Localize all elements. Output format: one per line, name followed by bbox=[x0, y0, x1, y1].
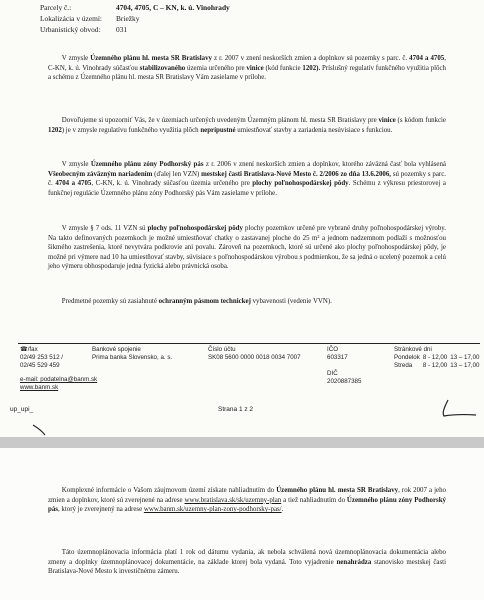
paragraph-zoning-plan: V zmysle Územného plánu hl. mesta SR Bratislavy z r. 2007 v znení neskorších zmien a doplnkov sú pozemky s parc. č. 4704 a 4705, C-KN, k. ú. Vinohrady súčasťou stabilizovaného územia určeného pre vinice (kód funkcie 1202). Príslušný regulatív funkčného využitia plôch a schému z Územného plánu hl. mesta SR Bratislavy Vám zasielame v prílohe. bbox=[48, 55, 446, 82]
district-value: 031 bbox=[116, 25, 128, 34]
afternoon: 13 – 17,00 bbox=[450, 354, 480, 361]
document-reference: up_upi_ bbox=[10, 406, 34, 413]
ico-label: IČO bbox=[327, 346, 339, 353]
location-row bbox=[40, 13, 139, 24]
zone-plan-link[interactable]: www.banm.sk/uzemny-plan-zony-podhorsky-pas/ bbox=[143, 506, 282, 514]
fax-label: ☎/fax bbox=[20, 346, 38, 353]
paragraph-regulation: V zmysle § 7 ods. 11 VZN sú plochy poľnohospodárskej pôdy plochy pozemkov určené pre vybrané druhy poľnohospodárskej výroby. Na takto definovaných pozemkoch je možné umiestňovať chatky o zastavanej ploche do 25 m² a jednom nadzemnom podlaží s možnosťou šikmého zastrešenia, ktoré nevytvára podkrovie ani povalu. Zároveň na pozemkoch, ktoré sú určené ako plochy poľnohospodárskej pôdy, je možné pri výmere nad 10 ha umiestňovať stavby, súvisiace s poľnohospodárskou výrobou s podmienkou, že sa jedná o ucelený pozemok a celú jeho výmeru obhospodaruje jedna fyzická alebo právnická osoba. bbox=[48, 225, 446, 271]
city-plan-link[interactable]: www.bratislava.sk/sk/uzemny-plan bbox=[184, 496, 282, 504]
parcel-label: Parcely č.: bbox=[40, 3, 72, 12]
paragraph-notice: Dovoľujeme si upozorniť Vás, že v územiach určených uvedeným Územným plánom hl. mesta SR Bratislavy pre vinice (s kódom funkcie 1202) je v zmysle regulatívu funkčného využitia plôch neprípustné umiestňovať stavby a zariadenia nesúvisiace s funkciou. bbox=[48, 117, 446, 134]
account-value: SK08 5600 0000 0018 0034 7007 bbox=[208, 354, 301, 361]
afternoon: 13 – 17,00 bbox=[450, 362, 480, 369]
document-page-2 bbox=[0, 448, 484, 600]
location-label: Lokalizácia v území: bbox=[40, 14, 102, 23]
page-number: Strana 1 z 2 bbox=[218, 406, 254, 413]
day: Pondelok bbox=[394, 354, 420, 361]
office-hours-row bbox=[394, 362, 483, 370]
footer-bank bbox=[92, 346, 172, 362]
paragraph-protection-zone: Predmetné pozemky sú zasiahnuté ochranným pásmom technickej vybavenosti (vedenie VVN). bbox=[61, 298, 332, 305]
footer-ids bbox=[327, 346, 361, 386]
dic-label: DIČ bbox=[327, 370, 338, 377]
morning: 8 - 12,00 bbox=[422, 362, 448, 369]
website-link[interactable]: www.banm.sk bbox=[20, 384, 59, 391]
district-row bbox=[40, 24, 127, 35]
paragraph-zone-plan: V zmysle Územného plánu zóny Podhorský pás z r. 2006 v znení neskorších zmien a doplnkov, ktorého záväzná časť bola vyhlásená Všeobecným záväzným nariadením (ďalej len VZN) mestskej časti Bratislava-Nové Mesto č. 2/2006 zo dňa 13.6.2006, sú pozemky s parc. č. 4704 a 4705, C-KN, k. ú. Vinohrady súčasťou územia určeného pre plochy poľnohospodárskej pôdy. Schému z výkresu priestorovej a funkčnej regulácie Územného plánu zóny Podhorský pás Vám zasielame v prílohe. bbox=[48, 161, 446, 197]
phone-1: 02/49 253 512 / bbox=[20, 354, 64, 361]
phone-2: 02/45 529 459 bbox=[20, 362, 60, 369]
ico-value: 603317 bbox=[327, 354, 348, 361]
footer-contact bbox=[20, 346, 97, 392]
footer-office-hours bbox=[394, 346, 483, 370]
handwritten-signature-icon bbox=[440, 398, 480, 420]
bank-value: Prima banka Slovensko, a. s. bbox=[92, 354, 173, 361]
district-label: Urbanistický obvod: bbox=[40, 25, 101, 34]
morning: 8 - 12,00 bbox=[422, 354, 448, 361]
parcel-value: 4704, 4705, C – KN, k. ú. Vinohrady bbox=[116, 3, 230, 12]
location-value: Briežky bbox=[116, 14, 140, 23]
footer-account bbox=[208, 346, 301, 362]
footer-divider bbox=[18, 343, 480, 344]
office-hours-label: Stránkové dni bbox=[394, 346, 432, 353]
bank-label: Bankové spojenie bbox=[92, 346, 141, 353]
paragraph-more-info: Komplexné informácie o Vašom záujmovom území získate nahliadnutím do Územného plánu hl. mesta SR Bratislavy, rok 2007 a jeho zmien a doplnkov, ktoré sú zverejnené na adrese www.bratislava.sk/sk/uzemny-plan a tiež nahliadnutím do Územného plánu zóny Podhorský pás, ktorý je zverejnený na adrese www.banm.sk/uzemny-plan-zony-podhorsky-pas/. bbox=[48, 487, 446, 514]
paragraph-validity: Táto územnoplánovacia informácia platí 1 rok od dátumu vydania, ak nebola schválená nová územnoplánovacia dokumentácia alebo zmeny a doplnky územnoplánovacej dokumentácie, na základe ktorej bola vydaná. Toto vyjadrenie nenahrádza stanovisko mestskej časti Bratislava-Nové Mesto k investičnému zámeru. bbox=[48, 549, 446, 576]
page-separator bbox=[0, 437, 484, 448]
office-hours-row bbox=[394, 354, 483, 362]
office-hours-table bbox=[394, 354, 483, 370]
parcel-row bbox=[40, 2, 230, 13]
day: Streda bbox=[394, 362, 413, 369]
dic-value: 2020887385 bbox=[327, 378, 362, 385]
handwritten-mark-icon bbox=[30, 424, 48, 436]
account-label: Číslo účtu bbox=[208, 346, 236, 353]
email-link[interactable]: e-mail: podatelna@banm.sk bbox=[20, 376, 98, 383]
